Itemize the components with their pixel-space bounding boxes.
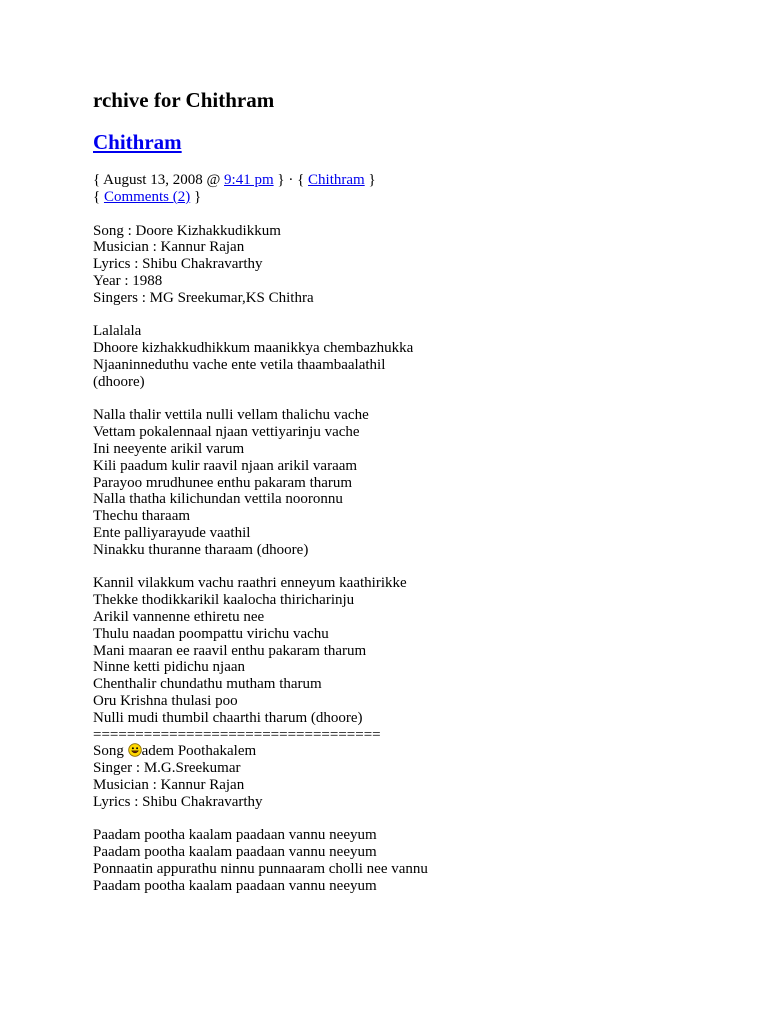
lyric-line: Year : 1988 bbox=[93, 272, 163, 289]
meta-open-brace: { bbox=[93, 188, 104, 205]
lyric-line: Vettam pokalennaal njaan vettiyarinju vache bbox=[93, 424, 360, 441]
lyric-line: Dhoore kizhakkudhikkum maanikkya chembazhukka bbox=[93, 340, 414, 357]
lyric-line: Oru Krishna thulasi poo bbox=[93, 692, 238, 709]
lyric-line: Lyrics : Shibu Chakravarthy bbox=[93, 793, 263, 810]
lyric-line: Kannil vilakkum vachu raathri enneyum kaathirikke bbox=[93, 575, 407, 592]
post-meta-date-line bbox=[93, 172, 733, 189]
song2-stanza-1 bbox=[93, 827, 733, 894]
lyric-line: Chenthalir chundathu mutham tharum bbox=[93, 676, 322, 693]
song2-name: adem Poothakalem bbox=[141, 743, 257, 760]
lyric-line: Paadam pootha kaalam paadaan vannu neeyum bbox=[93, 844, 377, 861]
lyric-line: Singers : MG Sreekumar,KS Chithra bbox=[93, 289, 314, 306]
smiley-face-icon bbox=[128, 743, 142, 757]
song1-stanza-1 bbox=[93, 323, 733, 390]
lyric-line: Nalla thatha kilichundan vettila nooronnu bbox=[93, 491, 343, 508]
song2-title-line bbox=[93, 743, 733, 760]
meta-date-text: { August 13, 2008 @ bbox=[93, 172, 225, 188]
lyric-line: Paadam pootha kaalam paadaan vannu neeyum bbox=[93, 877, 377, 894]
song2-info bbox=[93, 760, 733, 810]
song1-info bbox=[93, 223, 733, 307]
song1-stanza-3 bbox=[93, 575, 733, 726]
post-title bbox=[93, 128, 733, 156]
lyric-line: Song : Doore Kizhakkudikkum bbox=[93, 222, 281, 239]
lyric-line: Lalalala bbox=[93, 323, 142, 340]
meta-close-brace: } bbox=[364, 172, 376, 188]
post-content bbox=[93, 223, 733, 895]
separator-line: ================================== bbox=[93, 726, 381, 743]
lyric-line: Thulu naadan poompattu virichu vachu bbox=[93, 625, 329, 642]
lyric-line: Arikil vannenne ethiretu nee bbox=[93, 608, 265, 625]
meta-separator: } · { bbox=[273, 172, 309, 188]
archive-page bbox=[93, 86, 733, 894]
lyric-line: Musician : Kannur Rajan bbox=[93, 239, 245, 256]
post-comments-link[interactable]: Comments (2) bbox=[103, 188, 191, 205]
lyric-line: Ponnaatin appurathu ninnu punnaaram cholli nee vannu bbox=[93, 860, 428, 877]
lyric-line: (dhoore) bbox=[93, 373, 145, 390]
lyric-line: Singer : M.G.Sreekumar bbox=[93, 760, 241, 777]
lyric-line: Njaaninneduthu vache ente vetila thaambaalathil bbox=[93, 356, 386, 373]
lyric-line: Ninne ketti pidichu njaan bbox=[93, 659, 246, 676]
lyric-line: Paadam pootha kaalam paadaan vannu neeyum bbox=[93, 827, 377, 844]
song2-label: Song bbox=[93, 743, 128, 760]
lyric-line: Thechu tharaam bbox=[93, 508, 191, 525]
post-time-link[interactable]: 9:41 pm bbox=[224, 172, 274, 188]
lyric-line: Kili paadum kulir raavil njaan arikil varaam bbox=[93, 457, 358, 474]
song1-stanza-2 bbox=[93, 407, 733, 558]
lyric-line: Ini neeyente arikil varum bbox=[93, 440, 245, 457]
post-category-link[interactable]: Chithram bbox=[308, 172, 365, 188]
lyric-line: Ninakku thuranne tharaam (dhoore) bbox=[93, 541, 309, 558]
meta-close-brace: } bbox=[190, 188, 202, 205]
post-meta-comments-line bbox=[93, 189, 733, 206]
lyric-line: Musician : Kannur Rajan bbox=[93, 776, 245, 793]
lyric-line: Mani maaran ee raavil enthu pakaram tharum bbox=[93, 642, 367, 659]
lyric-line: Nalla thalir vettila nulli vellam thalichu vache bbox=[93, 407, 369, 424]
lyric-line: Parayoo mrudhunee enthu pakaram tharum bbox=[93, 474, 353, 491]
archive-heading: rchive for Chithram bbox=[93, 88, 275, 112]
post-meta bbox=[93, 172, 733, 206]
lyric-line: Lyrics : Shibu Chakravarthy bbox=[93, 256, 263, 273]
lyric-line: Thekke thodikkarikil kaalocha thiricharinju bbox=[93, 592, 355, 609]
lyric-line: Ente palliyarayude vaathil bbox=[93, 524, 251, 541]
lyric-line: Nulli mudi thumbil chaarthi tharum (dhoore) bbox=[93, 709, 363, 726]
post-title-link[interactable]: Chithram bbox=[93, 130, 182, 154]
